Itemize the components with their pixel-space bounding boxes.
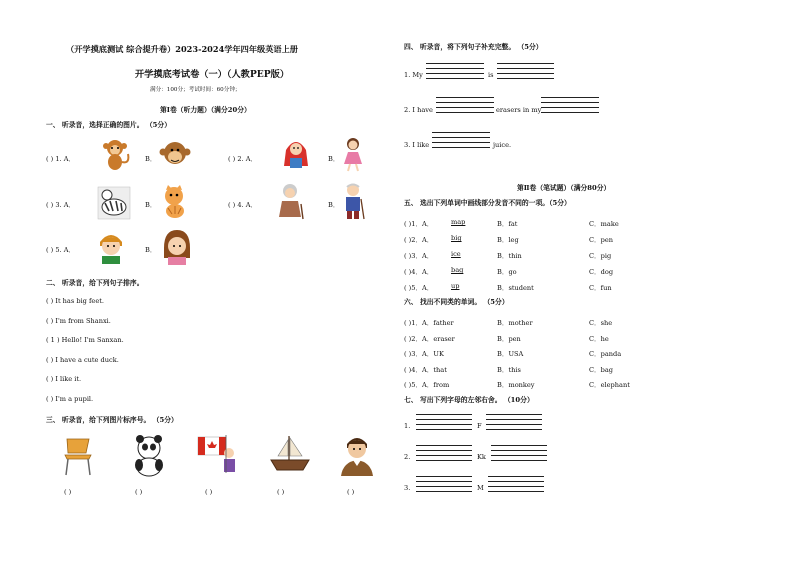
monkey-image	[97, 136, 133, 172]
q3-number: ( ) 3. A．	[46, 201, 76, 209]
answer-lines[interactable]	[497, 59, 554, 79]
section2-heading: 二、 听录音，给下列句子排序。	[46, 279, 144, 287]
section7-heading: 七、 写出下列字母的左邻右舍。 （10分）	[404, 396, 534, 404]
answer-lines[interactable]	[426, 59, 484, 79]
kitten-image	[158, 184, 192, 220]
answer-lines[interactable]	[541, 93, 599, 113]
section4-heading: 四、 听录音，将下列句子补充完整。 （5分）	[404, 43, 543, 51]
sentence-item: ( ) I like it.	[46, 375, 82, 383]
phonics-option-a: up	[451, 282, 460, 290]
q1-option-b: B．	[145, 155, 157, 163]
picture-order-blank[interactable]: ( )	[347, 488, 355, 496]
answer-lines[interactable]	[432, 128, 490, 148]
grandmother-image	[276, 182, 306, 220]
letter-item-number: 2.	[404, 453, 411, 461]
category-option-b: B．this	[497, 366, 521, 374]
sentence-item: ( 1 ) Hello! I'm Sanxan.	[46, 336, 124, 344]
monkey-face-image	[158, 137, 192, 171]
phonics-option-c: C．pig	[589, 252, 612, 260]
canada-flag-image	[196, 433, 238, 477]
section1-heading: 一、 听录音，选择正确的图片。 （5分）	[46, 121, 172, 129]
answer-lines[interactable]	[486, 410, 542, 430]
girl-red-hood-image	[281, 136, 311, 172]
sentence-item: ( ) It has big feet.	[46, 297, 104, 305]
letter-item-number: 1.	[404, 422, 411, 430]
picture-order-blank[interactable]: ( )	[135, 488, 143, 496]
fill-sentence-2-start: 2. I have	[404, 106, 433, 114]
category-option-b: B．monkey	[497, 381, 535, 389]
phonics-option-b: B．leg	[497, 236, 519, 244]
category-option-c: C．bag	[589, 366, 614, 374]
fill-sentence-3-start: 3. I like	[404, 141, 430, 149]
phonics-option-c: C．make	[589, 220, 619, 228]
q3-option-b: B．	[145, 201, 157, 209]
picture-order-blank[interactable]: ( )	[205, 488, 213, 496]
fill-sentence-2-mid: erasers in my	[496, 106, 542, 114]
letter-item-letter: F	[477, 422, 482, 430]
category-option-b: B．USA	[497, 350, 524, 358]
phonics-row-number: ( )5．A．	[404, 284, 434, 292]
phonics-option-a: bag	[451, 266, 464, 274]
phonics-row-number: ( )1．A．	[404, 220, 434, 228]
category-row-a: ( )4．A．that	[404, 366, 447, 374]
phonics-option-b: B．student	[497, 284, 534, 292]
section3-heading: 三、 听录音，给下列图片标序号。 （5分）	[46, 416, 178, 424]
dancing-girl-image	[339, 135, 367, 173]
phonics-option-a: map	[451, 218, 466, 226]
q1-number: ( ) 1. A．	[46, 155, 76, 163]
letter-item-letter: M	[477, 484, 484, 492]
answer-lines[interactable]	[488, 472, 544, 492]
zebra-image	[95, 183, 133, 221]
phonics-row-number: ( )3．A．	[404, 252, 434, 260]
category-row-a: ( )2．A．eraser	[404, 335, 455, 343]
section5-heading: 五、 选出下列单词中画线部分发音不同的一项。（5分）	[404, 199, 571, 207]
part1-heading: 第Ⅰ卷（听力题）（满分20分）	[160, 106, 251, 114]
letter-item-number: 3.	[404, 484, 411, 492]
phonics-option-b: B．fat	[497, 220, 518, 228]
phonics-option-b: B．thin	[497, 252, 522, 260]
phonics-option-a: big	[451, 234, 462, 242]
phonics-row-number: ( )4．A．	[404, 268, 434, 276]
q2-number: ( ) 2. A．	[228, 155, 258, 163]
category-option-b: B．pen	[497, 335, 521, 343]
phonics-option-b: B．go	[497, 268, 517, 276]
phonics-option-a: ice	[451, 250, 461, 258]
section6-heading: 六、 找出不同类的单词。 （5分）	[404, 298, 509, 306]
grandfather-image	[339, 181, 367, 221]
picture-order-blank[interactable]: ( )	[277, 488, 285, 496]
ship-image	[267, 434, 313, 474]
answer-lines[interactable]	[416, 410, 472, 430]
category-row-a: ( )3．A．UK	[404, 350, 444, 358]
category-row-a: ( )1．A．father	[404, 319, 454, 327]
category-option-b: B．mother	[497, 319, 533, 327]
chair-image	[59, 435, 97, 477]
answer-lines[interactable]	[416, 472, 472, 492]
q2-option-b: B．	[328, 155, 340, 163]
page-subtitle: 开学摸底考试卷（一）（人教PEP版）	[135, 69, 290, 80]
q5-number: ( ) 5. A．	[46, 246, 76, 254]
answer-lines[interactable]	[491, 441, 547, 461]
fill-sentence-1-mid: is	[488, 71, 494, 79]
sentence-item: ( ) I'm from Shanxi.	[46, 317, 111, 325]
q4-option-b: B．	[328, 201, 340, 209]
sentence-item: ( ) I'm a pupil.	[46, 395, 94, 403]
man-image	[337, 432, 377, 476]
category-row-a: ( )5．A．from	[404, 381, 450, 389]
answer-lines[interactable]	[436, 93, 494, 113]
phonics-option-c: C．dog	[589, 268, 614, 276]
exam-meta: 满分：100分；考试时间：60分钟；	[150, 87, 241, 93]
panda-image	[130, 433, 168, 477]
category-option-c: C．she	[589, 319, 613, 327]
phonics-option-c: C．pen	[589, 236, 614, 244]
fill-sentence-3-end: juice.	[493, 141, 512, 149]
sentence-item: ( ) I have a cute duck.	[46, 356, 119, 364]
fill-sentence-1-start: 1. My	[404, 71, 423, 79]
picture-order-blank[interactable]: ( )	[64, 488, 72, 496]
girl-image	[160, 228, 194, 266]
q4-number: ( ) 4. A．	[228, 201, 258, 209]
page-title: （开学摸底测试 综合提升卷）2023-2024学年四年级英语上册	[66, 44, 298, 54]
category-option-c: C．panda	[589, 350, 622, 358]
category-option-c: C．elephant	[589, 381, 630, 389]
phonics-row-number: ( )2．A．	[404, 236, 434, 244]
part2-heading: 第Ⅱ卷（笔试题）（满分80分）	[517, 184, 611, 192]
phonics-option-c: C．fun	[589, 284, 612, 292]
category-option-c: C．he	[589, 335, 609, 343]
letter-item-letter: Kk	[477, 453, 486, 461]
q5-option-b: B．	[145, 246, 157, 254]
answer-lines[interactable]	[416, 441, 472, 461]
boy-image	[94, 228, 128, 266]
